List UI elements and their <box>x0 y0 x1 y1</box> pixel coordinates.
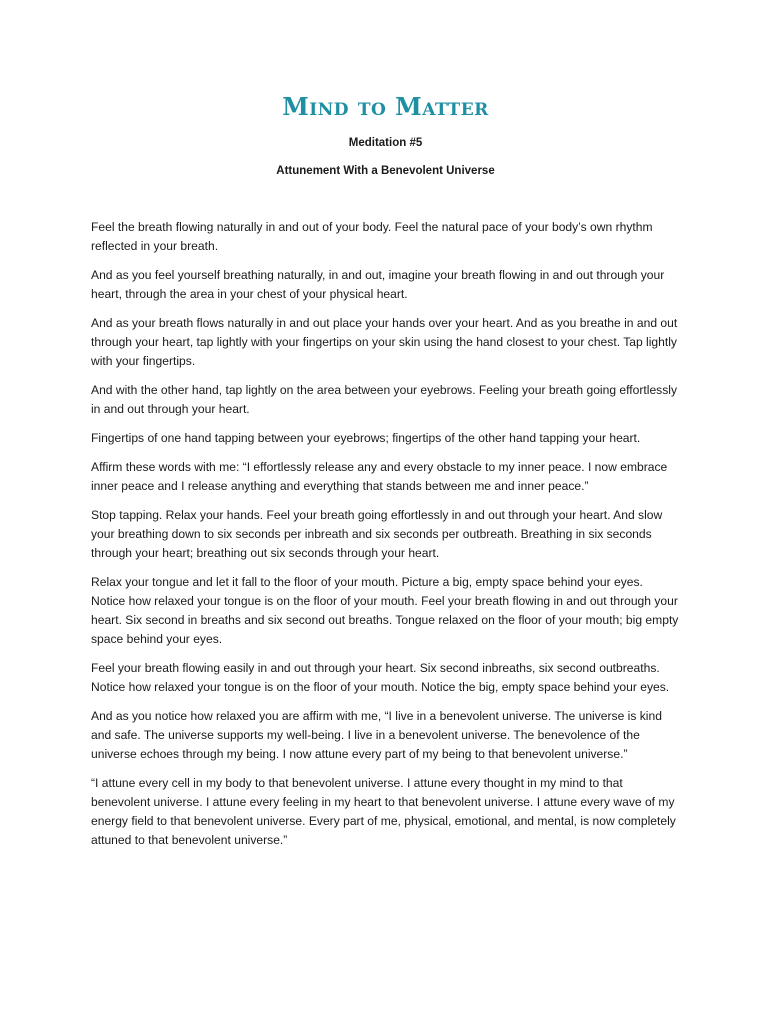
paragraph: Feel the breath flowing naturally in and out of your body. Feel the natural pace of your body’s own rhythm reflected in your breath. <box>91 220 653 253</box>
paragraph: Stop tapping. Relax your hands. Feel your breath going effortlessly in and out through your heart. And slow your breathing down to six seconds per inbreath and six seconds per outbreath. Breathing in six seconds through your heart; breathing out six seconds through your heart. <box>91 508 663 560</box>
paragraph: And as your breath flows naturally in and out place your hands over your heart. And as you breathe in and out through your heart, tap lightly with your fingertips on your skin using the hand closest to your chest. Tap lightly with your fingertips. <box>91 316 678 368</box>
paragraph: Feel your breath flowing easily in and out through your heart. Six second inbreaths, six second outbreaths. Notice how relaxed your tongue is on the floor of your mouth. Notice the big, empty space behind your eyes. <box>91 661 670 694</box>
paragraph: “I attune every cell in my body to that benevolent universe. I attune every thought in my mind to that benevolent universe. I attune every feeling in my heart to that benevolent universe. I attune every wave of my energy field to that benevolent universe. Every part of me, physical, emotional, and mental, is now completely attuned to that benevolent universe.” <box>91 776 676 847</box>
paragraph: Fingertips of one hand tapping between your eyebrows; fingertips of the other hand tapping your heart. <box>91 431 641 445</box>
paragraph: Relax your tongue and let it fall to the floor of your mouth. Picture a big, empty space behind your eyes. Notice how relaxed your tongue is on the floor of your mouth. Feel your breath flowing in and out through your heart. Six second in breaths and six second out breaths. Tongue relaxed on the floor of your mouth; big empty space behind your eyes. <box>91 575 679 646</box>
paragraph: And with the other hand, tap lightly on the area between your eyebrows. Feeling your breath going effortlessly in and out through your heart. <box>91 383 678 416</box>
paragraph: And as you notice how relaxed you are affirm with me, “I live in a benevolent universe. The universe is kind and safe. The universe supports my well-being. I live in a benevolent universe. The benevolence of the universe echoes through my being. I now attune every part of my being to that benevolent universe.” <box>91 709 662 761</box>
meditation-number: Meditation #5 <box>348 137 423 149</box>
paragraph: And as you feel yourself breathing naturally, in and out, imagine your breath flowing in and out through your heart, through the area in your chest of your physical heart. <box>91 268 665 301</box>
document-title: Mind to Matter <box>282 92 489 121</box>
paragraph: Affirm these words with me: “I effortlessly release any and every obstacle to my inner peace. I now embrace inner peace and I release anything and everything that stands between me and inner peace.” <box>91 460 668 493</box>
meditation-title: Attunement With a Benevolent Universe <box>276 165 495 177</box>
document-body <box>91 218 680 850</box>
